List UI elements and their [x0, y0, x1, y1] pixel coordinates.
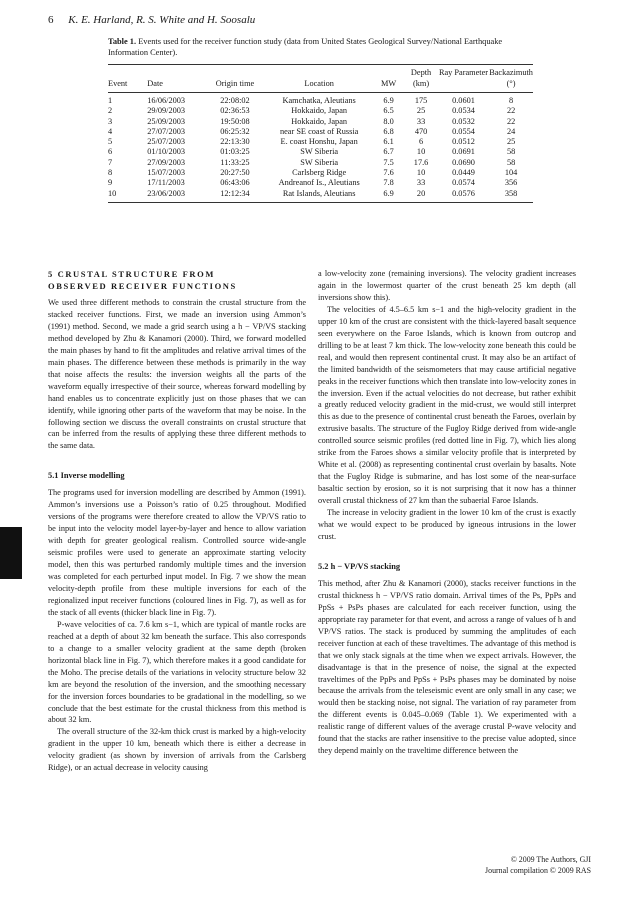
table-cell: 6.1 — [383, 137, 394, 147]
author-line: K. E. Harland, R. S. White and H. Soosalu — [68, 14, 256, 26]
table-cell: 470 — [414, 126, 428, 136]
column-header: Date — [147, 79, 204, 93]
footer-line-2: Journal compilation © 2009 RAS — [485, 865, 591, 875]
table-cell: 7.6 — [383, 168, 394, 178]
table-cell: 06:25:32 — [220, 126, 250, 136]
table-cell: Kamchatka, Aleutians — [282, 96, 356, 105]
table-row — [108, 158, 533, 168]
events-table — [108, 64, 533, 203]
column-header: Backazimuth — [489, 65, 533, 79]
table-cell: 16/06/2003 — [147, 96, 186, 105]
table-row — [108, 137, 533, 147]
table-cell: 33 — [416, 178, 426, 188]
column-header: (°) — [489, 79, 533, 93]
table-cell: 358 — [489, 189, 533, 203]
paragraph: a low-velocity zone (remaining inversions). The velocity gradient increases again in the lowermost quarter of the crust beneath 25 km depth (all inversions show this). — [318, 269, 576, 302]
table-cell: Rat Islands, Aleutians — [265, 189, 373, 203]
table-cell: 58 — [506, 157, 516, 167]
table-cell: 58 — [506, 147, 516, 157]
table-cell: 15/07/2003 — [147, 168, 186, 178]
table-cell: 5 — [108, 137, 113, 147]
column-header: MW — [373, 79, 404, 93]
paragraph: The increase in velocity gradient in the lower 10 km of the crust is exactly what we would expect to be produced by igneous intrusions in the lower crust. — [318, 508, 576, 541]
column-header — [147, 65, 204, 79]
table-cell: 0.0576 — [438, 189, 489, 203]
table-cell: 6 — [108, 147, 113, 157]
table-cell: SW Siberia — [300, 157, 339, 167]
table-cell: 0.0554 — [452, 126, 475, 136]
section-heading-line-2: OBSERVED RECEIVER FUNCTIONS — [48, 281, 237, 291]
table-body — [108, 93, 533, 203]
table-cell: 25 — [416, 106, 426, 116]
table-cell: 25/07/2003 — [147, 137, 186, 147]
table-row — [108, 147, 533, 157]
table-cell: 0.0534 — [452, 106, 475, 116]
table-cell: 06:43:06 — [220, 178, 250, 188]
page-number: 6 — [48, 14, 54, 26]
table-cell: 8.0 — [383, 116, 394, 126]
table-cell: 22:08:02 — [220, 96, 250, 105]
table-header-row-bottom — [108, 79, 533, 93]
table-cell: 20 — [404, 189, 438, 203]
table-row — [108, 189, 533, 203]
table-caption-label: Table 1. — [108, 37, 137, 46]
column-header: Depth — [404, 65, 438, 79]
table-cell: 175 — [414, 96, 428, 105]
table-cell: 0.0690 — [452, 157, 475, 167]
column-header — [265, 65, 373, 79]
column-header — [438, 79, 489, 93]
right-column — [318, 268, 576, 757]
table-cell: 1 — [108, 96, 113, 105]
table-cell: 23/06/2003 — [147, 189, 204, 203]
table-cell: 17/11/2003 — [147, 178, 185, 188]
table-cell: Carlsberg Ridge — [292, 168, 347, 178]
section-heading-line-1: 5 CRUSTAL STRUCTURE FROM — [48, 269, 215, 279]
table-caption — [108, 37, 533, 58]
footer-line-1: © 2009 The Authors, GJI — [510, 855, 591, 864]
table-cell: 6.5 — [383, 106, 394, 116]
column-header: (km) — [404, 79, 438, 93]
table-cell: 19:50:08 — [220, 116, 250, 126]
table-cell: 01:03:25 — [220, 147, 250, 157]
running-head — [48, 14, 255, 26]
table-cell: 11:33:25 — [220, 157, 250, 167]
table-cell: 17.6 — [413, 157, 429, 167]
table-cell: 12:12:34 — [205, 189, 266, 203]
table-cell: 356 — [504, 178, 518, 188]
table-cell: 8 — [108, 168, 113, 178]
table-cell: 22 — [506, 116, 516, 126]
section-intro-paragraph: We used three different methods to constrain the crustal structure from the stacked receiver functions. First, we made an inversion using Ammon’s (1991) method. Second, we made a grid search using a h − VP/VS stacking method developed by Zhu & Kanamori (2000). Third, we forward modelled the main phases by hand to fit the amplitudes and relative arrival times of the main phases. The difference between these methods is primarily in the way that noise affects the results: the inversion weights all the parts of the waveform equally irrespective of their source, whereas forward modelling by hand enables us to concentrate explicitly just on those phases that we can identify, while ignoring other parts of the waveform that may be noise. In the following section we discuss the overall constraints on crustal structure that can be inferred from the results of applying these three different methods to the same data. — [48, 298, 306, 451]
table-cell: 7.5 — [383, 157, 394, 167]
table-row — [108, 106, 533, 116]
column-header: Origin time — [205, 79, 266, 93]
paragraph: This method, after Zhu & Kanamori (2000), stacks receiver functions in the crustal thickness h − VP/VS ratio domain. Arrival times of the Ps, PpPs and PpSs + PsPs phases are calculated for each receiver function, using the appropriate ray parameter for that event, and across a range of values of h and VP/VS ratios. The stack is produced by summing the amplitudes of each receiver function at each of these traveltimes. The advantage of this method is that we only stack signals at the time when we expect arrivals. However, the disadvantage is that in the presence of noise, the signal at the expected traveltimes of the PpPs and PpSs + PsPs phases may be dominated by noise because the arrivals from the teleseismic event are only small in any case; we would then be stacking noise, not signal. The variation of ray parameter from the different events is 0.045–0.069 (Table 1). We experimented with a realistic range of different values of the average crustal P-wave velocity and found that the stacks are rather insensitive to the precise value adopted, since they depend mainly on the traveltime difference between the — [318, 578, 576, 756]
paragraph: The velocities of 4.5–6.5 km s−1 and the high-velocity gradient in the upper 10 km of the crust are consistent with the thick-layered basalt sequence seen everywhere on the Faroe Islands, which is known from outcrop and drilling to be at least 7 km thick. The low-velocity zone beneath this could be real, and would then represent continental crust. It may also be an artifact of the limited bandwidth of the seismometers that may cause artificial negative peaks in the receiver functions which then translate into low-velocity zones in the inversion. Even if the actual velocities do not decrease, but rather exhibit a greatly reduced velocity gradient in the mid-crust, we would still interpret this as due to the presence of continental crust beneath the Faroes, overlain by extrusive basalts. The structure of the Fugloy Ridge derived from wide-angle controlled source seismic profiles (red dotted line in Fig. 7), which lies along strike from the Faroes shows a similar velocity profile that is interpreted by White et al. (2008) as representing continental crust overlain by basalts. Note that the Fugloy Ridge is submarine, and has lost some of the near-surface basaltic section by erosion, so it is not surprising that it now has a thinner overall crustal thickness of 27 km than the subaerial Faroe Islands. — [318, 304, 576, 506]
table-cell: 02:36:53 — [220, 106, 250, 116]
table-cell: 8 — [509, 96, 514, 105]
table-cell: 27/09/2003 — [147, 157, 186, 167]
table-header-row-top — [108, 65, 533, 79]
table-cell: 7 — [108, 157, 113, 167]
side-thumb-tab — [0, 527, 22, 579]
table-cell: 6.9 — [383, 96, 394, 105]
table-cell: 4 — [108, 126, 113, 136]
paragraph: The programs used for inversion modelling are described by Ammon (1991). Ammon’s inversions use a Poisson’s ratio of 0.25 throughout. Modified versions of the programs were therefore created to allow the VP/VS ratio to be input into the velocity model layer-by-layer and hence to allow variation with depth for greater geological realism. Controlled source wide-angle seismic profiles were used to generate an approximate starting velocity model, then this was perturbed randomly multiple times and the inversion was completed for each perturbed input model. In Fig. 7 we show the mean velocity-depth profile from these multiple inversions for each of the regionalized input receiver functions (coloured lines in Fig. 7), as well as for the stack of all events (thicker black line in Fig. 7). — [48, 488, 306, 617]
paragraph: The overall structure of the 32-km thick crust is marked by a high-velocity gradient in the upper 10 km, beneath which there is either a decrease in velocity gradient (as shown by inversion of arrivals from the Carlsberg Ridge), or an actual decrease in velocity causing — [48, 727, 306, 773]
copyright-footer — [485, 855, 591, 876]
left-column — [48, 268, 306, 774]
paragraph: P-wave velocities of ca. 7.6 km s−1, which are typical of mantle rocks are reached at a depth of about 32 km beneath the surface. This also corresponds to a change to a smaller velocity gradient at the same depth (broken horizontal black line in Fig. 7), which therefore makes it a good candidate for the Moho. The precise details of the variations in velocity structure below 32 km are beyond the resolution of the inversion, and the smoothing necessary for the inversion forces boundaries to be gradational in the modelling, so we conclude that the best estimate for the crustal thickness from this method is about 32 km. — [48, 619, 306, 725]
column-header — [205, 65, 266, 79]
table-cell: Andreanof Is., Aleutians — [278, 178, 360, 188]
table-cell: 0.0449 — [452, 168, 475, 178]
table-cell: SW Siberia — [300, 147, 339, 157]
table-cell: 0.0691 — [452, 147, 475, 157]
table-cell: Hokkaido, Japan — [291, 116, 348, 126]
table-row — [108, 168, 533, 178]
table-cell: 10 — [416, 147, 426, 157]
table-cell: Hokkaido, Japan — [291, 106, 348, 116]
column-header: Location — [265, 79, 373, 93]
column-header — [373, 65, 404, 79]
table-cell: near SE coast of Russia — [279, 126, 359, 136]
table-cell: 29/09/2003 — [147, 106, 186, 116]
table-cell: 24 — [506, 126, 516, 136]
table-cell: 22 — [506, 106, 516, 116]
table-cell: 6 — [418, 137, 424, 147]
table-cell: 27/07/2003 — [147, 126, 186, 136]
table-cell: E. coast Honshu, Japan — [280, 137, 358, 147]
table-row — [108, 127, 533, 137]
subsection-heading-5-2: 5.2 h − VP/VS stacking — [318, 561, 401, 571]
table-cell: 25 — [506, 137, 516, 147]
column-header: Event — [108, 79, 147, 93]
table-cell: 0.0512 — [452, 137, 475, 147]
table-cell: 6.9 — [373, 189, 404, 203]
table-cell: 6.7 — [383, 147, 394, 157]
section-heading — [48, 268, 306, 292]
table-cell: 2 — [108, 106, 113, 116]
subsection-heading-5-1: 5.1 Inverse modelling — [48, 471, 125, 481]
table-cell: 10 — [108, 189, 147, 203]
table-cell: 0.0574 — [452, 178, 475, 188]
table-row — [108, 93, 533, 107]
table-cell: 01/10/2003 — [147, 147, 186, 157]
table-caption-text: Events used for the receiver function study (data from United States Geological Survey/National Earthquake Information Center). — [108, 37, 503, 57]
table-cell: 7.8 — [383, 178, 394, 188]
events-table-block — [108, 37, 533, 203]
table-row — [108, 117, 533, 127]
table-row — [108, 178, 533, 188]
table-cell: 9 — [108, 178, 113, 188]
column-header: Ray Parameter — [438, 65, 489, 79]
table-cell: 6.8 — [383, 126, 394, 136]
table-cell: 25/09/2003 — [147, 116, 186, 126]
table-cell: 22:13:30 — [220, 137, 250, 147]
table-cell: 20:27:50 — [220, 168, 250, 178]
table-cell: 104 — [504, 168, 518, 178]
column-header — [108, 65, 147, 79]
table-cell: 0.0601 — [452, 96, 475, 105]
table-cell: 0.0532 — [452, 116, 475, 126]
table-cell: 3 — [108, 116, 113, 126]
table-cell: 10 — [416, 168, 426, 178]
table-cell: 33 — [416, 116, 426, 126]
